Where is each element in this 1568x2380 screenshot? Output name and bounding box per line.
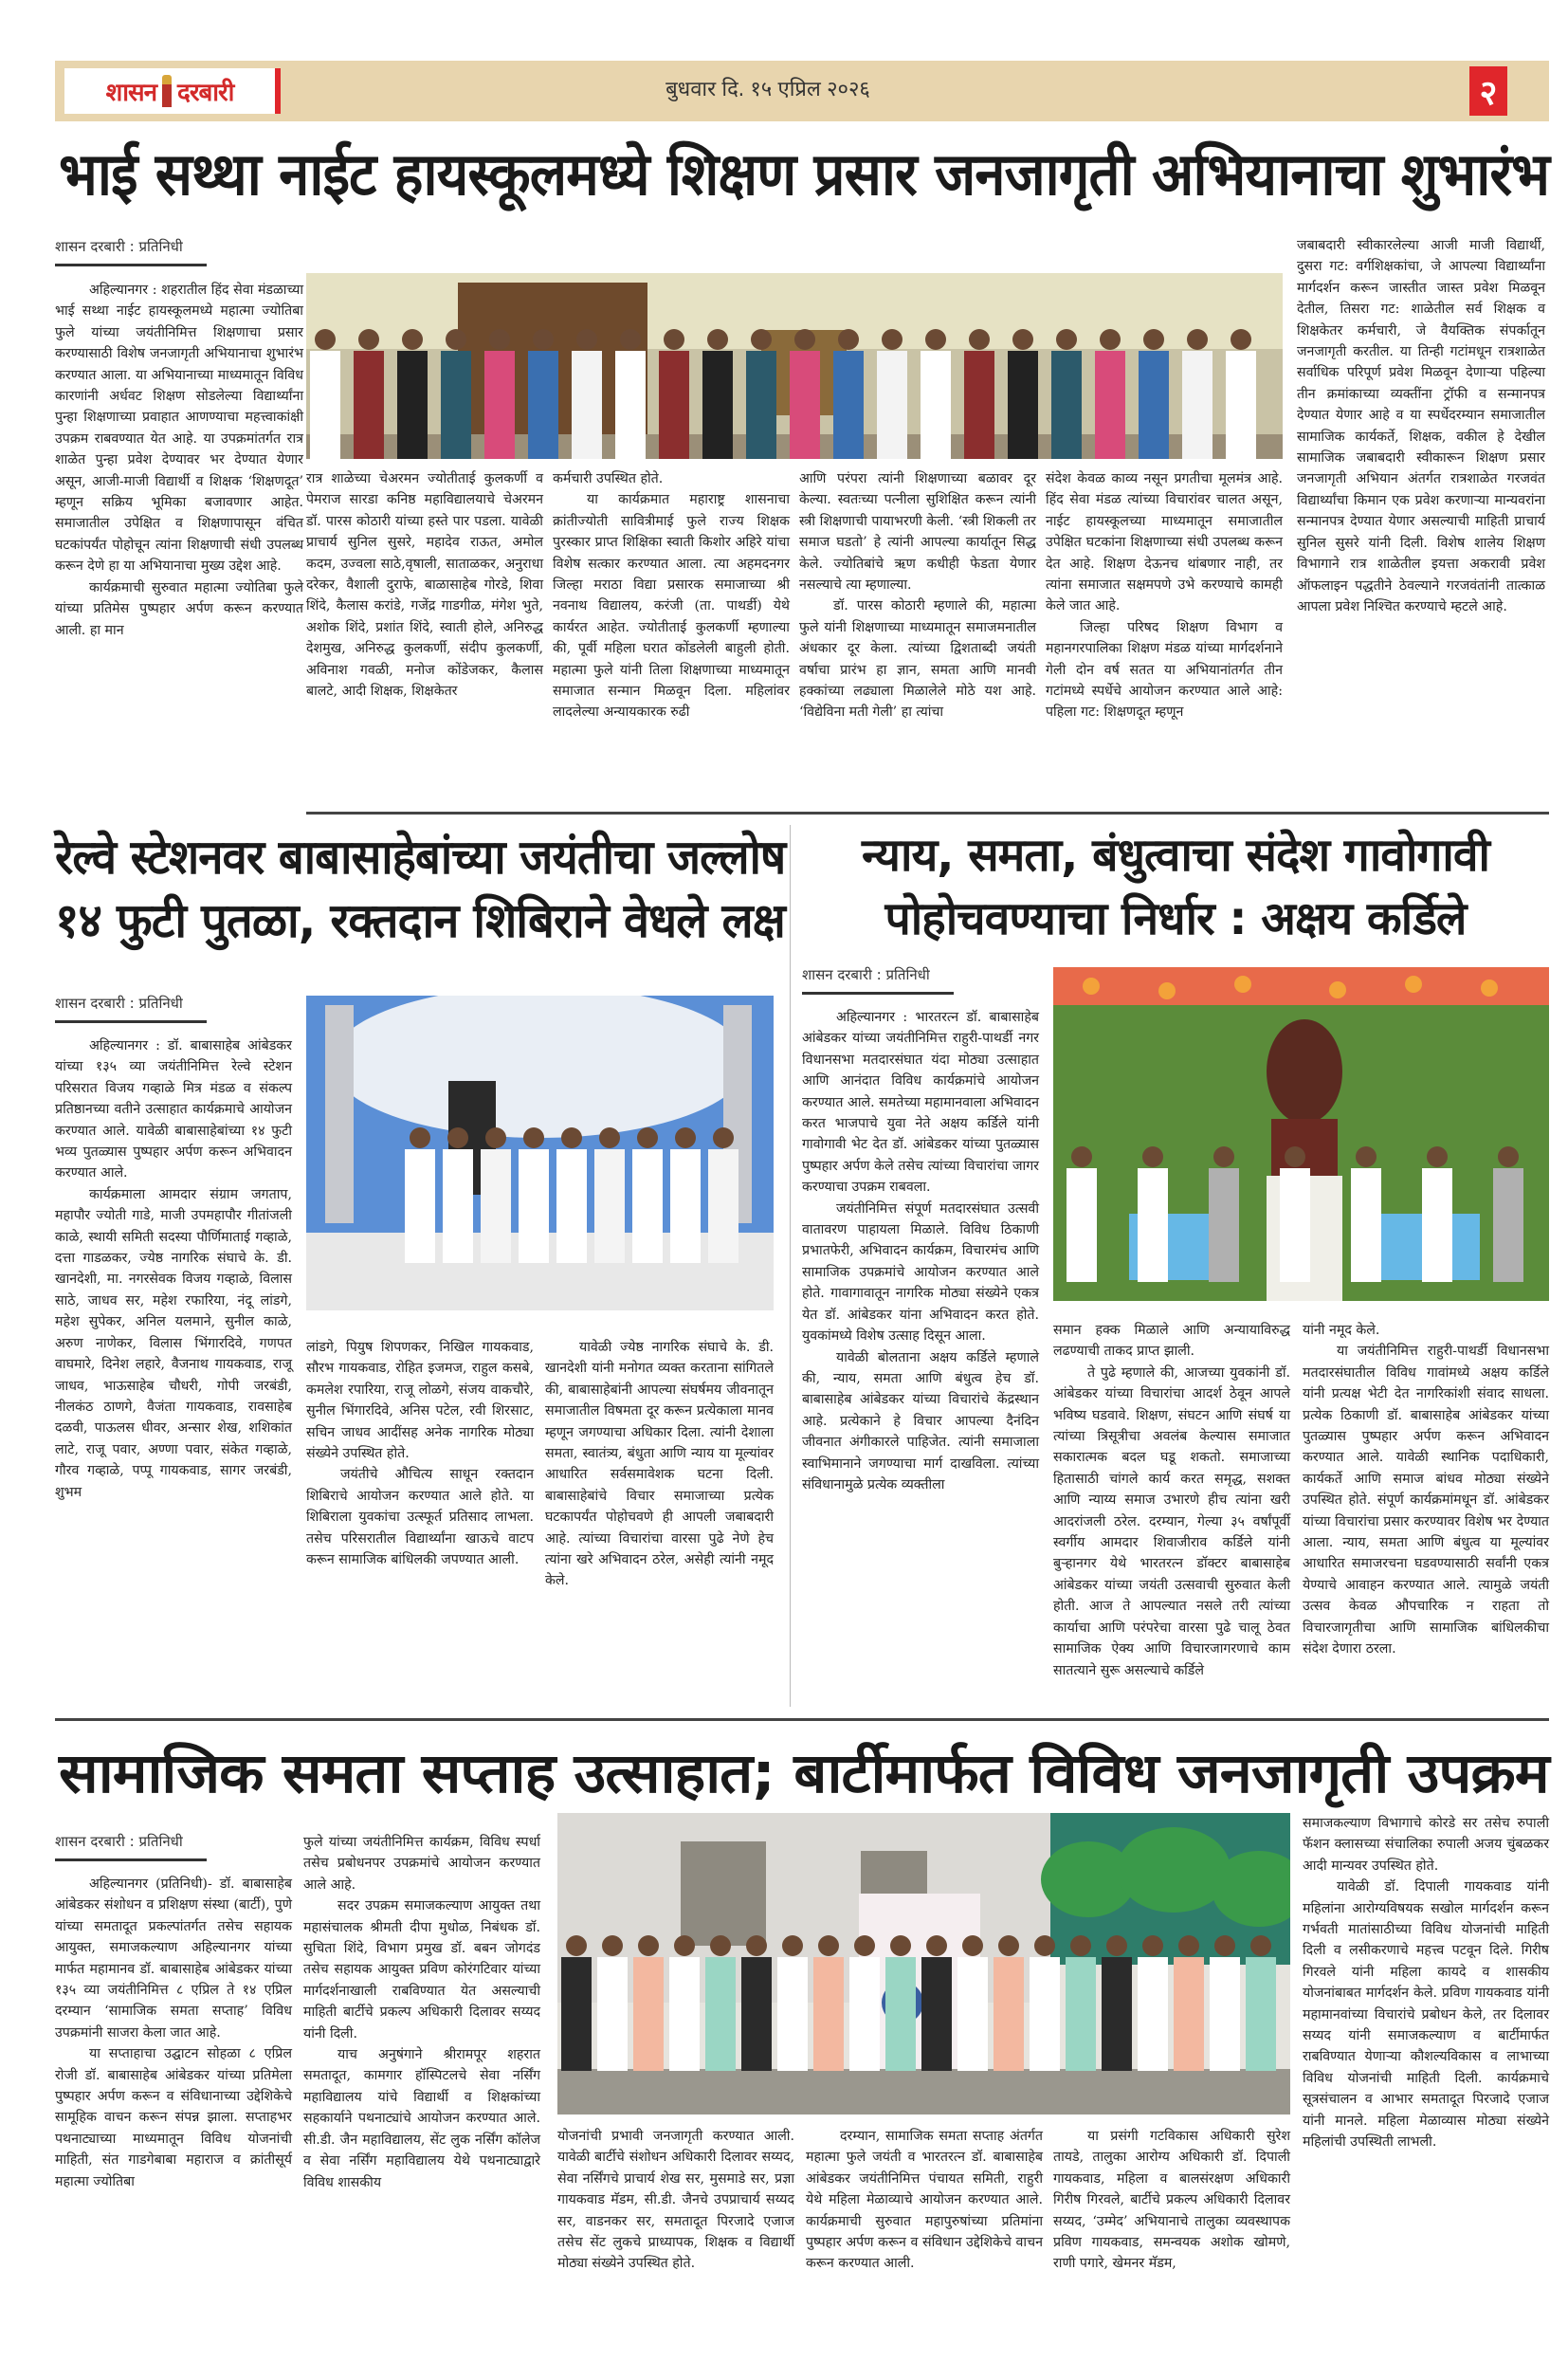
paragraph: समान हक्क मिळाले आणि अन्यायाविरुद्ध लढण्याची ताकद प्राप्त झाली. bbox=[1053, 1323, 1290, 1360]
article-1-column-2 bbox=[306, 468, 543, 702]
paragraph: या जयंतीनिमित्त राहुरी-पाथर्डी विधानसभा मतदारसंघातील विविध गावांमध्ये अक्षय कर्डिले यांनी प्रत्यक्ष भेटी देत नागरिकांशी संवाद साधला. प्रत्येक ठिकाणी डॉ. बाबासाहेब आंबेडकर यांच्या पुतळ्यास पुष्पहार अर्पण करून अभिवादन करण्यात आले. यावेळी स्थानिक पदाधिकारी, कार्यकर्ते आणि समाज बांधव मोठ्या संख्येने उपस्थित होते. संपूर्ण कार्यक्रमांमधून डॉ. आंबेडकर यांच्या विचारांचा प्रसार करण्यावर विशेष भर देण्यात आला. न्याय, समता आणि बंधुत्व या मूल्यांवर आधारित समाजरचना घडवण्यासाठी सर्वांनी एकत्र येण्याचे आवाहन करण्यात आले. त्यामुळे जयंती उत्सव केवळ औपचारिक न राहता तो विचारजागृतीचा आणि सामाजिक बांधिलकीचा संदेश देणारा ठरला. bbox=[1303, 1344, 1549, 1657]
article-4-column-1 bbox=[55, 1874, 292, 2192]
paragraph: अहिल्यानगर : डॉ. बाबासाहेब आंबेडकर यांच्या १३५ व्या जयंतीनिमित्त रेल्वे स्टेशन परिसरात विजय गव्हाळे मित्र मंडळ व संकल्प प्रतिष्ठानच्या वतीने उत्साहात कार्यक्रमाचे आयोजन करण्यात आले. यावेळी बाबासाहेबांच्या १४ फुटी भव्य पुतळ्यास पुष्पहार अर्पण करून अभिवादन करण्यात आले. bbox=[55, 1038, 292, 1181]
paragraph: संदेश केवळ काव्य नसून प्रगतीचा मूलमंत्र आहे. हिंद सेवा मंडळ त्यांच्या विचारांवर चालत असून, नाईट हायस्कूलच्या माध्यमातून समाजातील उपेक्षित घटकांना शिक्षणाच्या संधी उपलब्ध करून देत आहे. शिक्षण देऊनच थांबणार नाही, तर त्यांना समाजात सक्षमपणे उभे करण्याचे कामही केले जात आहे. bbox=[1046, 471, 1283, 614]
paragraph: समाजकल्याण विभागाचे कोरडे सर तसेच रुपाली फॅशन क्लासच्या संचालिका रुपाली अजय चुंबळकर आदी मान्यवर उपस्थित होते. bbox=[1303, 1816, 1549, 1874]
paragraph: अहिल्यानगर : शहरातील हिंद सेवा मंडळाच्या भाई सथ्था नाईट हायस्कूलमध्ये महात्मा ज्योतिबा फुले यांच्या जयंतीनिमित्त शिक्षणाचा प्रसार करण्यासाठी विशेष जनजागृती अभियानाचा शुभारंभ करण्यात आला. या अभियानाच्या माध्यमातून विविध कारणांनी अर्धवट शिक्षण सोडलेल्या विद्यार्थ्यांना पुन्हा शिक्षणाच्या प्रवाहात आणण्याचा महत्त्वाकांक्षी उपक्रम राबवण्यात येत आहे. या उपक्रमांतर्गत रात्र शाळेत पुन्हा प्रवेश देण्यावर भर देण्यात येणार असून, आजी-माजी विद्यार्थी व शिक्षक ‘शिक्षणदूत’ म्हणून सक्रिय भूमिका बजावणार आहेत. समाजातील उपेक्षित व शिक्षणापासून वंचित घटकांपर्यंत पोहोचून त्यांना शिक्षणाची संधी उपलब्ध करून देणे हा या अभियानाचा मुख्य उद्देश आहे. bbox=[55, 283, 303, 575]
article-4-photo bbox=[557, 1813, 1290, 2115]
article-4-column-2 bbox=[303, 1832, 540, 2193]
paragraph: या कार्यक्रमात महाराष्ट्र शासनाचा क्रांतीज्योती सावित्रीमाई फुले राज्य शिक्षक पुरस्कार प्राप्त शिक्षिका स्वाती किशोर अहिरे यांचा विशेष सत्कार करण्यात आला. त्या अहमदनगर जिल्हा मराठा विद्या प्रसारक समाजाच्या श्री नवनाथ विद्यालय, करंजी (ता. पाथर्डी) येथे कार्यरत आहेत. ज्योतीताई कुलकर्णी म्हणाल्या की, पूर्वी महिला घरात कोंडलेली बाहुली होती. महात्मा फुले यांनी तिला शिक्षणाच्या माध्यमातून समाजात सन्मान मिळवून दिला. महिलांवर लादलेल्या अन्यायकारक रुढी bbox=[553, 492, 790, 721]
article-2-byline: शासन दरबारी : प्रतिनिधी bbox=[55, 994, 207, 1023]
article-4-byline: शासन दरबारी : प्रतिनिधी bbox=[55, 1832, 207, 1861]
paragraph: अहिल्यानगर (प्रतिनिधी)- डॉ. बाबासाहेब आंबेडकर संशोधन व प्रशिक्षण संस्था (बार्टी), पुणे यांच्या समतादूत प्रकल्पांतर्गत तसेच सहायक आयुक्त, समाजकल्याण अहिल्यानगर यांच्या मार्फत महामानव डॉ. बाबासाहेब आंबेडकर यांच्या १३५ व्या जयंतीनिमित्त ८ एप्रिल ते १४ एप्रिल दरम्यान ‘सामाजिक समता सप्ताह’ विविध उपक्रमांनी साजरा केला जात आहे. bbox=[55, 1877, 292, 2041]
paragraph: या प्रसंगी गटविकास अधिकारी सुरेश तायडे, तालुका आरोग्य अधिकारी डॉ. दिपाली गायकवाड, महिला व बालसंरक्षण अधिकारी गिरीष गिरवले, बार्टीचे प्रकल्प अधिकारी दिलावर सय्यद, ‘उम्मेद’ अभियानाचे तालुका व्यवस्थापक प्रविण गायकवाड, समन्वयक अशोक खोमणे, राणी पगारे, खेमनर मॅडम, bbox=[1053, 2129, 1290, 2272]
paragraph: अहिल्यानगर : भारतरत्न डॉ. बाबासाहेब आंबेडकर यांच्या जयंतीनिमित्त राहुरी-पाथर्डी नगर विधानसभा मतदारसंघात यंदा मोठ्या उत्साहात आणि आनंदात विविध कार्यक्रमांचे आयोजन करण्यात आले. समतेच्या महामानवाला अभिवादन करत भाजपाचे युवा नेते अक्षय कर्डिले यांनी गावोगावी भेट देत डॉ. आंबेडकर यांच्या पुतळ्यास पुष्पहार अर्पण केले तसेच त्यांच्या विचारांचा जागर करण्याचा उपक्रम राबवला. bbox=[802, 1010, 1039, 1196]
throne-icon bbox=[162, 75, 172, 107]
section-divider bbox=[55, 1718, 1549, 1721]
paragraph: योजनांची प्रभावी जनजागृती करण्यात आली. यावेळी बार्टीचे संशोधन अधिकारी दिलावर सय्यद, सेवा नर्सिंगचे प्राचार्य शेख सर, मुसमाडे सर, प्रज्ञा गायकवाड मॅडम, सी.डी. जैनचे उपप्राचार्य सय्यद सर, वाडनकर सर, समतादूत पिरजादे एजाज तसेच सेंट लुकचे प्राध्यापक, शिक्षक व विद्यार्थी मोठ्या संख्येने उपस्थित होते. bbox=[557, 2129, 794, 2272]
paragraph: यांनी नमूद केले. bbox=[1303, 1323, 1380, 1338]
article-3-photo bbox=[1053, 967, 1549, 1301]
article-3-column-2 bbox=[1053, 1320, 1290, 1681]
article-1-byline: शासन दरबारी : प्रतिनिधी bbox=[55, 237, 207, 266]
article-4-column-3 bbox=[557, 2126, 794, 2275]
paragraph: कार्यक्रमाची सुरुवात महात्मा ज्योतिबा फुले यांच्या प्रतिमेस पुष्पहार अर्पण करून करण्यात आली. हा मान bbox=[55, 579, 303, 638]
paragraph: आणि परंपरा त्यांनी शिक्षणाच्या बळावर दूर केल्या. स्वतःच्या पत्नीला सुशिक्षित करून त्यांनी स्त्री शिक्षणाची पायाभरणी केली. ‘स्त्री शिकली तर समाज घडतो’ हे त्यांनी आपल्या कार्यातून सिद्ध केले. ज्योतिबांचे ऋण कधीही फेडता येणार नसल्याचे त्या म्हणाल्या. bbox=[799, 471, 1036, 594]
logo-text-right: दरबारी bbox=[177, 79, 234, 107]
paragraph: याच अनुषंगाने श्रीरामपूर शहरात समतादूत, कामगार हॉस्पिटलचे सेवा नर्सिंग महाविद्यालय यांचे विद्यार्थी व शिक्षकांच्या सहकार्याने पथनाट्यांचे आयोजन करण्यात आले. सी.डी. जैन महाविद्यालय, सेंट लुक नर्सिंग कॉलेज व सेवा नर्सिंग महाविद्यालय येथे पथनाट्याद्वारे विविध शासकीय bbox=[303, 2047, 540, 2190]
page-number: २ bbox=[1469, 66, 1507, 116]
article-2-headline-line-2: १४ फुटी पुतळा, रक्तदान शिबिराने वेधले लक्ष bbox=[55, 893, 785, 948]
logo-text-left: शासन bbox=[105, 79, 157, 107]
paragraph: या सप्ताहाचा उद्घाटन सोहळा ८ एप्रिल रोजी डॉ. बाबासाहेब आंबेडकर यांच्या प्रतिमेला पुष्पहार अर्पण करून व संविधानाच्या उद्देशिकेचे सामूहिक वाचन करून संपन्न झाला. सप्ताहभर पथनाट्याच्या माध्यमातून विविध योजनांची माहिती, संत गाडगेबाबा महाराज व क्रांतीसूर्य महात्मा ज्योतिबा bbox=[55, 2046, 292, 2189]
article-1-column-4 bbox=[799, 468, 1036, 723]
issue-date: बुधवार दि. १५ एप्रिल २०२६ bbox=[665, 78, 870, 101]
article-1-column-1 bbox=[55, 280, 303, 641]
article-3-column-1 bbox=[802, 1007, 1039, 1495]
article-1-column-3 bbox=[553, 468, 790, 723]
article-2-photo bbox=[306, 996, 774, 1310]
article-4-column-5 bbox=[1053, 2126, 1290, 2275]
article-2-column-1 bbox=[55, 1035, 292, 1503]
paragraph: जयंतीनिमित्त संपूर्ण मतदारसंघात उत्सवी वातावरण पाहायला मिळाले. विविध ठिकाणी प्रभातफेरी, अभिवादन कार्यक्रम, विचारमंच आणि सामाजिक उपक्रमांचे आयोजन करण्यात आले होते. गावागावातून नागरिक मोठ्या संख्येने एकत्र येत डॉ. आंबेडकर यांना अभिवादन करत होते. युवकांमध्ये विशेष उत्साह दिसून आला. bbox=[802, 1200, 1039, 1345]
paragraph: जयंतीचे औचित्य साधून रक्तदान शिबिराचे आयोजन करण्यात आले होते. या शिबिराला युवकांचा उत्स्फूर्त प्रतिसाद लाभला. तसेच परिसरातील विद्यार्थ्यांना खाऊचे वाटप करून सामाजिक बांधिलकी जपण्यात आली. bbox=[306, 1467, 534, 1568]
article-1-column-6 bbox=[1297, 235, 1545, 617]
paragraph: जिल्हा परिषद शिक्षण विभाग व महानगरपालिका शिक्षण मंडळ यांच्या मार्गदर्शनाने गेली दोन वर्ष सतत या अभियानांतर्गत तीन गटांमध्ये स्पर्धेचे आयोजन करण्यात आले आहे: पहिला गट: शिक्षणदूत म्हणून bbox=[1046, 619, 1283, 721]
article-4-column-6 bbox=[1303, 1813, 1549, 2153]
article-4-headline: सामाजिक समता सप्ताह उत्साहात; बार्टीमार्फत विविध जनजागृती उपक्रम bbox=[59, 1741, 1549, 1805]
paragraph: लांडगे, पियुष शिपणकर, निखिल गायकवाड, सौरभ गायकवाड, रोहित इजमज, राहुल कसबे, कमलेश रपारिया, राजू लोळगे, संजय वाकचौरे, सुनील भिंगारदिवे, अनिस पटेल, रवी शिरसाट, सचिन जाधव आदींसह अनेक नागरिक मोठ्या संख्येने उपस्थित होते. bbox=[306, 1340, 534, 1462]
article-1-headline: भाई सथ्था नाईट हायस्कूलमध्ये शिक्षण प्रसार जनजागृती अभियानाचा शुभारंभ bbox=[59, 139, 1550, 209]
article-2-headline-line-1: रेल्वे स्टेशनवर बाबासाहेबांच्या जयंतीचा जल्लोष bbox=[55, 830, 786, 885]
article-3-headline-line-1: न्याय, समता, बंधुत्वाचा संदेश गावोगावी bbox=[862, 829, 1489, 882]
paragraph: यावेळी ज्येष्ठ नागरिक संघाचे के. डी. खानदेशी यांनी मनोगत व्यक्त करताना सांगितले की, बाबासाहेबांनी आपल्या संघर्षमय जीवनातून समाजातील विषमता दूर करून प्रत्येकाला मानव म्हणून जगण्याचा अधिकार दिला. त्यांनी देशाला समता, स्वातंत्र्य, बंधुता आणि न्याय या मूल्यांवर आधारित सर्वसमावेशक घटना दिली. बाबासाहेबांचे विचार समाजाच्या प्रत्येक घटकापर्यंत पोहोचवणे ही आपली जबाबदारी आहे. त्यांच्या विचारांचा वारसा पुढे नेणे हेच त्यांना खरे अभिवादन ठरेल, असेही त्यांनी नमूद केले. bbox=[545, 1340, 774, 1589]
article-1-column-5 bbox=[1046, 468, 1283, 723]
newspaper-logo bbox=[64, 68, 281, 114]
paragraph: कार्यक्रमाला आमदार संग्राम जगताप, महापौर ज्योती गाडे, माजी उपमहापौर गीतांजली काळे, स्थायी समिती सदस्या पौर्णिमाताई गव्हाळे, दत्ता गाडळकर, ज्येष्ठ नागरिक संघाचे के. डी. खानदेशी, मा. नगरसेवक विजय गव्हाळे, विलास साठे, जाधव सर, महेश रफारिया, नंदू लांडगे, महेश सुपेकर, अनिल यलमाने, सुनील काळे, अरुण नाणेकर, विलास भिंगारदिवे, गणपत वाघमारे, दिनेश लहारे, वैजनाथ गायकवाड, राजू जाधव, भाऊसाहेब चौधरी, गोपी जरबंडी, नीलकंठ ठाणगे, वैजंता गायकवाड, रावसाहेब दळवी, पाऊलस धीवर, अन्सार शेख, शशिकांत लाटे, राजू पवार, अण्णा पवार, संकेत गव्हाळे, गौरव गव्हाळे, पप्पू गायकवाड, सागर जरबंडी, शुभम bbox=[55, 1186, 292, 1500]
paragraph: फुले यांच्या जयंतीनिमित्त कार्यक्रम, विविध स्पर्धा तसेच प्रबोधनपर उपक्रमांचे आयोजन करण्यात आले आहे. bbox=[303, 1835, 540, 1893]
paragraph: डॉ. पारस कोठारी म्हणाले की, महात्मा फुले यांनी शिक्षणाच्या माध्यमातून समाजमनातील अंधकार दूर केला. त्यांच्या द्विशताब्दी जयंती वर्षाचा प्रारंभ हा ज्ञान, समता आणि मानवी हक्कांच्या लढ्याला मिळालेले मोठे यश आहे. ‘विद्येविना मती गेली’ हा त्यांचा bbox=[799, 598, 1036, 721]
article-3-byline: शासन दरबारी : प्रतिनिधी bbox=[802, 965, 954, 995]
paragraph: यावेळी बोलताना अक्षय कर्डिले म्हणाले की, न्याय, समता आणि बंधुत्व हेच डॉ. बाबासाहेब आंबेडकर यांच्या विचारांचे केंद्रस्थान आहे. प्रत्येकाने हे विचार आपल्या दैनंदिन जीवनात अंगीकारले पाहिजेत. त्यांनी समाजाला स्वाभिमानाने जगण्याचा मार्ग दाखविला. त्यांच्या संविधानामुळे प्रत्येक व्यक्तीला bbox=[802, 1349, 1039, 1492]
article-3-column-3 bbox=[1303, 1320, 1549, 1660]
article-3-headline-line-2: पोहोचवण्याचा निर्धार : अक्षय कर्डिले bbox=[884, 892, 1467, 945]
paragraph: यावेळी डॉ. दिपाली गायकवाड यांनी महिलांना आरोग्यविषयक सखोल मार्गदर्शन करून गर्भवती मातांसाठीच्या विविध योजनांची माहिती दिली व लसीकरणाचे महत्त्व पटवून दिले. गिरीष गिरवले यांनी महिला कायदे व शासकीय योजनांबाबत मार्गदर्शन केले. प्रविण गायकवाड यांनी महामानवांच्या विचारांचे प्रबोधन केले, तर दिलावर सय्यद यांनी समाजकल्याण व बार्टीमार्फत राबविण्यात येणाऱ्या कौशल्यविकास व लाभाच्या विविध योजनांची माहिती दिली. कार्यक्रमाचे सूत्रसंचालन व आभार समतादूत पिरजादे एजाज यांनी मानले. महिला मेळाव्यास मोठ्या संख्येने महिलांची उपस्थिती लाभली. bbox=[1303, 1879, 1549, 2151]
paragraph: कर्मचारी उपस्थित होते. bbox=[553, 471, 664, 486]
paragraph: रात्र शाळेच्या चेअरमन ज्योतीताई कुलकर्णी व पेमराज सारडा कनिष्ठ महाविद्यालयाचे चेअरमन डॉ. पारस कोठारी यांच्या हस्ते पार पडला. यावेळी प्राचार्य सुनिल सुसरे, महादेव राऊत, अमोल कदम, उज्वला साठे,वृषाली, साताळकर, अनुराधा दरेकर, वैशाली दुराफे, बाळासाहेब गोरडे, शिवा शिंदे, कैलास करांडे, गजेंद्र गाडगीळ, मंगेश भुते, अशोक शिंदे, प्रशांत शिंदे, स्वाती होले, अनिरुद्ध देशमुख, अनिरुद्ध कुलकर्णी, संदीप कुलकर्णी, अविनाश गवळी, मनोज कोंडेजकर, कैलास बालटे, आदी शिक्षक, शिक्षकेतर bbox=[306, 471, 543, 700]
paragraph: ते पुढे म्हणाले की, आजच्या युवकांनी डॉ. आंबेडकर यांच्या विचारांचा आदर्श ठेवून आपले भविष्य घडवावे. शिक्षण, संघटन आणि संघर्ष या त्यांच्या त्रिसूत्रीचा अवलंब केल्यास समाजात सकारात्मक बदल घडू शकतो. समाजाच्या हितासाठी चांगले कार्य करत समृद्ध, सशक्त आणि न्याय्य समाज उभारणे हीच त्यांना खरी आदरांजली ठरेल. दरम्यान, गेल्या ३५ वर्षांपूर्वी स्वर्गीय आमदार शिवाजीराव कर्डिले यांनी बुऱ्हानगर येथे भारतरत्न डॉक्टर बाबासाहेब आंबेडकर यांच्या जयंती उत्सवाची सुरुवात केली होती. आज ते आपल्यात नसले तरी त्यांच्या कार्याचा आणि परंपरेचा वारसा पुढे चालू ठेवत सामाजिक ऐक्य आणि विचारजागरणाचे काम सातत्याने सुरू असल्याचे कर्डिले bbox=[1053, 1364, 1290, 1678]
article-1-photo bbox=[306, 273, 1283, 459]
article-2-column-2 bbox=[306, 1337, 534, 1570]
paragraph: दरम्यान, सामाजिक समता सप्ताह अंतर्गत महात्मा फुले जयंती व भारतरत्न डॉ. बाबासाहेब आंबेडकर जयंतीनिमित्त पंचायत समिती, राहुरी येथे महिला मेळाव्याचे आयोजन करण्यात आले. कार्यक्रमाची सुरुवात महापुरुषांच्या प्रतिमांना पुष्पहार अर्पण करून व संविधान उद्देशिकेचे वाचन करून करण्यात आली. bbox=[806, 2129, 1043, 2272]
article-2-column-3 bbox=[545, 1337, 774, 1592]
paragraph: जबाबदारी स्वीकारलेल्या आजी माजी विद्यार्थी, दुसरा गट: वर्गशिक्षकांचा, जे आपल्या विद्यार्थ्यांना मार्गदर्शन करून जास्तीत जास्त प्रवेश मिळवून देतील, तिसरा गट: शाळेतील सर्व शिक्षक व शिक्षकेतर कर्मचारी, जे वैयक्तिक संपर्कातून जनजागृती करतील. या तिन्ही गटांमधून रात्रशाळेत सर्वाधिक परिपूर्ण प्रवेश मिळवून देणाऱ्या पहिल्या तीन क्रमांकाच्या व्यक्तींना ट्रॉफी व सन्मानपत्र देण्यात येणार आहे व या स्पर्धेदरम्यान समाजातील सामाजिक कार्यकर्ते, शिक्षक, वकील हे देखील सामाजिक जबाबदारी स्वीकारून शिक्षण प्रसार जनजागृती अभियान अंतर्गत रात्रशाळेत गरजवंत विद्यार्थ्यांचा किमान एक प्रवेश करणाऱ्या मान्यवरांना सन्मानपत्र देण्यात येणार असल्याची माहिती प्राचार्य सुनिल सुसरे यांनी दिली. विशेष शालेय शिक्षण विभागाने रात्र शाळेतील इयत्ता अकरावी प्रवेश ऑफलाइन पद्धतीने ठेवल्याने गरजवंतांनी तात्काळ आपला प्रवेश निश्चित करण्याचे म्हटले आहे. bbox=[1297, 238, 1545, 614]
paragraph: सदर उपक्रम समाजकल्याण आयुक्त तथा महासंचालक श्रीमती दीपा मुधोळ, निबंधक डॉ. सुचिता शिंदे, विभाग प्रमुख डॉ. बबन जोगदंड तसेच सहायक आयुक्त प्रविण कोरंगटिवार यांच्या मार्गदर्शनाखाली राबविण्यात येत असल्याची माहिती बार्टीचे प्रकल्प अधिकारी दिलावर सय्यद यांनी दिली. bbox=[303, 1898, 540, 2041]
article-4-column-4 bbox=[806, 2126, 1043, 2275]
section-divider bbox=[306, 812, 1549, 815]
column-divider bbox=[790, 825, 791, 1707]
